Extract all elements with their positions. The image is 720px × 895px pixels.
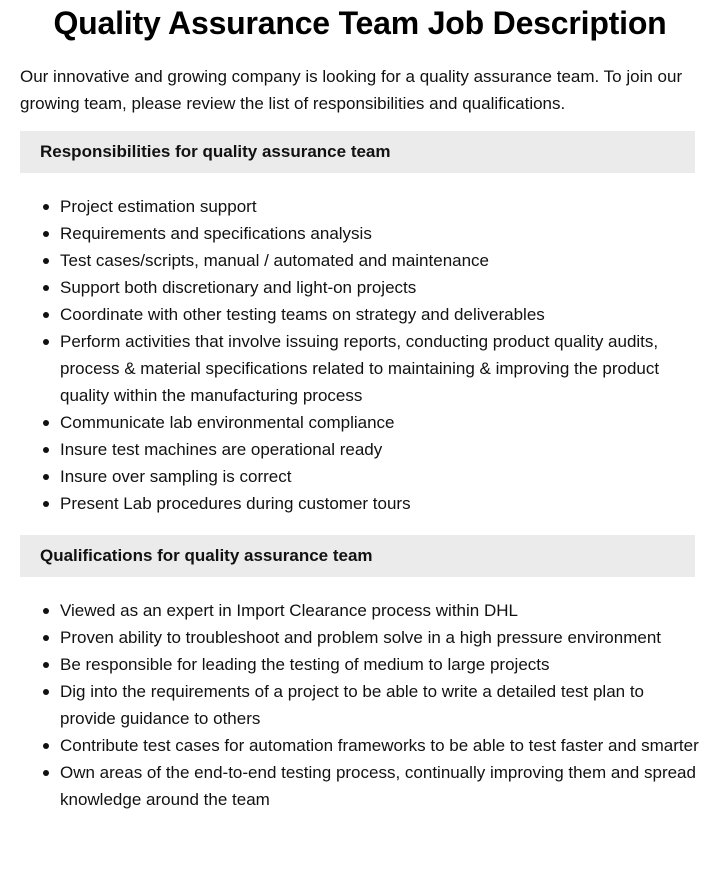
page-title: Quality Assurance Team Job Description [53, 5, 667, 41]
qualifications-list [20, 597, 700, 813]
list-item: Insure over sampling is correct [60, 463, 700, 490]
list-item: Viewed as an expert in Import Clearance process within DHL [60, 597, 700, 624]
responsibilities-heading: Responsibilities for quality assurance team [20, 131, 695, 173]
list-item: Dig into the requirements of a project to be able to write a detailed test plan to provide guidance to others [60, 678, 700, 732]
list-item: Contribute test cases for automation frameworks to be able to test faster and smarter [60, 732, 700, 759]
list-item: Project estimation support [60, 193, 700, 220]
list-item: Coordinate with other testing teams on strategy and deliverables [60, 301, 700, 328]
list-item: Perform activities that involve issuing reports, conducting product quality audits, process & material specifications related to maintaining & improving the product quality within the manufacturing process [60, 328, 700, 409]
list-item: Requirements and specifications analysis [60, 220, 700, 247]
list-item: Support both discretionary and light-on projects [60, 274, 700, 301]
list-item: Present Lab procedures during customer tours [60, 490, 700, 517]
list-item: Communicate lab environmental compliance [60, 409, 700, 436]
list-item: Test cases/scripts, manual / automated and maintenance [60, 247, 700, 274]
list-item: Own areas of the end-to-end testing process, continually improving them and spread knowledge around the team [60, 759, 700, 813]
qualifications-heading: Qualifications for quality assurance team [20, 535, 695, 577]
responsibilities-list [20, 193, 700, 517]
intro-paragraph: Our innovative and growing company is looking for a quality assurance team. To join our growing team, please review the list of responsibilities and qualifications. [20, 67, 683, 113]
list-item: Be responsible for leading the testing of medium to large projects [60, 651, 700, 678]
list-item: Insure test machines are operational ready [60, 436, 700, 463]
list-item: Proven ability to troubleshoot and problem solve in a high pressure environment [60, 624, 700, 651]
